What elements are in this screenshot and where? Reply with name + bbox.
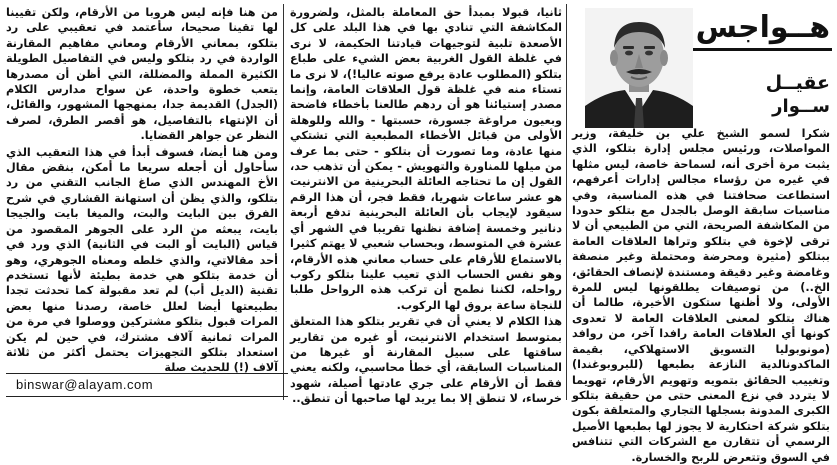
author-byline (700, 72, 830, 118)
column-divider-right (566, 4, 567, 400)
paragraph: شكرا لسمو الشيخ علي بن خليفة، وزير المواصلات، ورئيس مجلس إدارة بتلكو، الذي يثبت مرة أخرى أنه، لسماحة خاصة، ليس مثلها في غيره من رؤساء مجالس إدارات أعرفهم، استطاعت صحافتنا في هذه المناسبة، وفي مناسبات سابقة الوصل بالجدل مع بتلكو حدودا من المكاشفة الصريحة، التي من الطبيعي أن لا ترقى لإخوة في بتلكو وتراها العلاقات العامة ببتلكو (مثيرة ومحرضة ومحتملة وغير منصفة وغامضة وغير دقيقة ومستندة لإنصاف الحقائق، الخ..) من توصيفات يطلقونها ليس للمرة الأولى، ولا أظنها ستكون الأخيرة، طالما أن هناك بتلكو لمعنى العلاقات العامة لا تعدوى كونها أي العلاقات العامة رافدا آخر، من روافد (مونوبوليا التسويق الاستهلاكي، بقيمة الماكدونالدية النازعة بطبعها (للبروبوغندا) وتغييب الحقائق بتمويه وتهويم الأرقام، تهويما لا يتردد في نزع المعنى حتى من حقيقة بتلكو الكبرى المدونة بسجلها التجاري والمتعلقة بكون بتلكو شركة احتكارية لا يجوز لها بطبعها الأصيل الرسمي أن تتقارن مع الشركات التي تتنافس في السوق وتتعرض للربح والخسارة. (572, 127, 830, 464)
article-column-left (6, 5, 278, 375)
author-last-name: ســوار (772, 96, 830, 117)
column-divider-left (283, 4, 284, 400)
paragraph: من هنا فإنه ليس هروبا من الأرقام، ولكن تقيينا لها تقينا صحيحا، سأعتمد في تعقيبي على رد بتلكو، بمعاني الأرقام ومعاني مفاهيم المقارنة الواردة في رد بتلكو وليس في التفاصيل الطويلة الكثيرة المملة والمضللة، التي أظن أن مصدرها يتعب خطوة واحدة، عن سواح مدارس الكلام (الجدل) القديمة جدا، بمنهجها المشهور، والقائل، أن الإنتهاء بالتفاصيل، هو أقصر الطرق، لصرف النظر عن جواهر القضايا. (6, 6, 278, 143)
paragraph: ومن هنا أيضا، فسوف أبدأ في هذا التعقيب الذي سأحاول أن أجعله سريعا ما أمكن، بنقض مقال الأخ المهندس الذي صاغ الجانب التقني من رد بتلكو، والذي يظن أن استهانة القشاري في شرح الفرق بين البايت والبت، والميغا بايت والجيجا بايت، يبعثه من الرد على الجوهر المقصود من قياس (البايت أو البت في الثانية) الذي ورد في أحد مقالاتي، والذي خلطه ومعناه الجوهري، وهو أن خدمة بتلكو هي خدمة بطيئة لأنها تستخدم تقنية (الديل أب) لم تعد مقبولة كما تحدثت تجدا بطبيعتها أيضا لعلل خاصة، رصدنا منها بعض المرات قبول بتلكو مشتركين ووصلوا في مرة من المرات ثمانية آلاف مشترك، في حين لم يكن استعداد بتلكو التجهيزات يحتمل أكثر من ثلاثة آلاف (!) للحديث صلة (6, 145, 278, 375)
paragraph: هذا الكلام لا يعني أن في تقرير بتلكو هذا المتعلق بمتوسط استخدام الانترنيت، أو غيره من تقارير ساقتها على سبيل المقارنة أو غيرها من المناسبات السابقة، أي خطأ محاسبي، ولكنه يعني فقط أن الأرقام على جري عادتها أصيلة، شهود خرساء، لا تنطق إلا بما يريد لها صاحبها أن تنطق.. (290, 315, 562, 406)
author-email: binswar@alayam.com (6, 373, 288, 397)
author-portrait-image (585, 8, 693, 128)
column-title: هــواجس (692, 8, 832, 51)
article-column-middle (290, 5, 562, 406)
author-first-name: عقيــل (765, 72, 830, 94)
paragraph: ثانيا، قبولا بمبدأ حق المعاملة بالمثل، ولضرورة المكاشفة التي تنادي بها في هذا البلد على كل الأصعدة تلبية لتوجيهات قيادتنا الحكيمة، لا نرى في غلظة القول الغربية بعض الشيء على طباع بتلكو (المطلوب عادة يرفع صوته عاليا!)، لا نرى ما تستاء منه في غلظة قول العلاقات العامة، وإنما مصدر إستيائنا هو أن ردهم طالعنا بأخطاء فاضحة وبعيون مراوغة جسورة، حسبتها - والله وللوهلة الأولى من قبائل الأخطاء المطبعية التي تشتكي منها عادة، وما تصورت أن بتلكو - حتى بما عرف من ميلها للمناورة والتهويش - يمكن أن تذهب حد، القول إن ما تحتاجه العائلة البحرينية من الانترنيت هو عشر ساعات شهريا، فقط فجر، أن هذا الرقم سيقود لإيجاب بأن العائلة البحرينية تدفع أربعة دنانير وخمسة إضافة نظنها تقريبا في الشهر أي عشرة في المتوسط، وبحساب شعبي لا يهتم كثيرا بالاستماع للأرقام على حساب معاني هذه الأرقام، وهو نفس الحساب الذي تعيب علينا بتلكو ركوب رواحله، لكننا نطمح أن تركب هذه الرواحل طلبا للنجاة ساعة بروق لها الركوب. (290, 6, 562, 312)
column-masthead (692, 8, 832, 60)
article-column-right (572, 126, 830, 464)
author-portrait (585, 8, 693, 128)
